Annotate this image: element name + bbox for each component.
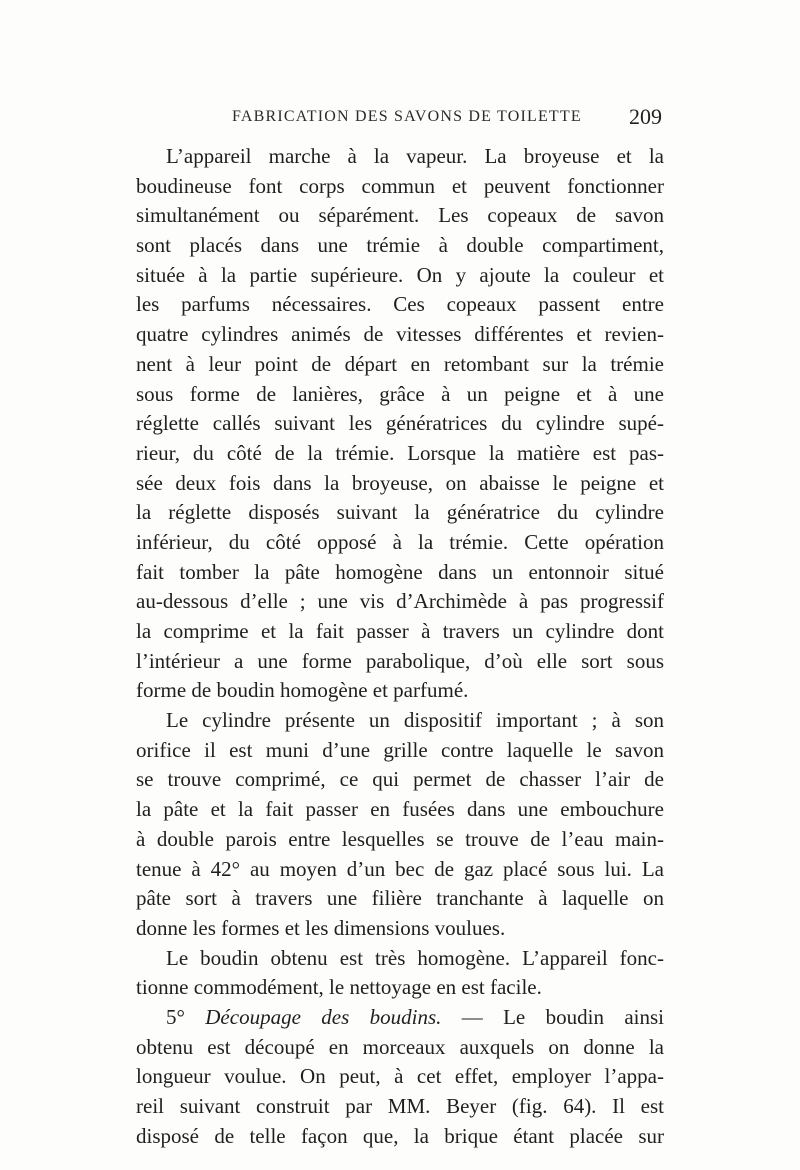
section-heading-line — [136, 1003, 664, 1033]
text-line: reil suivant construit par MM. Beyer (fig. 64). Il est — [136, 1094, 664, 1118]
text-line: se trouve comprimé, ce qui permet de chasser l’air de — [136, 767, 664, 792]
text-line: à double parois entre lesquelles se trouve de l’eau main- — [136, 826, 664, 851]
text-line: les parfums nécessaires. Ces copeaux passent entre — [136, 292, 664, 317]
text-line: au-dessous d’elle ; une vis d’Archimède à pas progressif — [136, 589, 664, 614]
text-line: Le boudin obtenu est très homogène. L’appareil fonc- — [166, 945, 664, 970]
text-line: longueur voulue. On peut, à cet effet, employer l’appa- — [136, 1064, 664, 1089]
page-number: 209 — [629, 104, 662, 129]
text-line: disposé de telle façon que, la brique étant placée sur — [136, 1123, 664, 1148]
text-line: simultanément ou séparément. Les copeaux de savon — [136, 203, 664, 228]
text-line: forme de boudin homogène et parfumé. — [136, 678, 469, 703]
text-line: sont placés dans une trémie à double compartiment, — [136, 233, 664, 258]
text-line: tenue à 42° au moyen d’un bec de gaz placé sous lui. La — [136, 856, 664, 881]
section-text: — Le boudin ainsi — [441, 1004, 664, 1029]
section-title: Découpage des boudins. — [205, 1004, 442, 1029]
text-line: pâte sort à travers une filière tranchante à laquelle on — [136, 886, 664, 911]
text-line: sée deux fois dans la broyeuse, on abaisse le peigne et — [136, 470, 664, 495]
text-line: L’appareil marche à la vapeur. La broyeuse et la — [166, 144, 664, 168]
running-title: FABRICATION DES SAVONS DE TOILETTE — [232, 108, 582, 125]
text-line: sous forme de lanières, grâce à un peigne et à une — [136, 381, 664, 406]
text-line: la pâte et la fait passer en fusées dans une embouchure — [136, 797, 664, 822]
text-line: inférieur, du côté opposé à la trémie. Cette opération — [136, 529, 664, 554]
text-line: située à la partie supérieure. On y ajoute la couleur et — [136, 262, 664, 287]
text-line: obtenu est découpé en morceaux auxquels on donne la — [136, 1034, 664, 1059]
text-line: orifice il est muni d’une grille contre laquelle le savon — [136, 737, 664, 762]
text-line: Le cylindre présente un dispositif important ; à son — [166, 708, 664, 733]
section-number: 5° — [166, 1004, 206, 1029]
text-line: la comprime et la fait passer à travers un cylindre dont — [136, 619, 664, 643]
text-line: donne les formes et les dimensions voulues. — [136, 915, 506, 940]
text-line: boudineuse font corps commun et peuvent fonctionner — [136, 173, 664, 198]
text-line: fait tomber la pâte homogène dans un entonnoir situé — [136, 559, 664, 584]
text-line: tionne commodément, le nettoyage en est facile. — [136, 975, 542, 1000]
text-line: l’intérieur a une forme parabolique, d’où elle sort sous — [136, 648, 664, 673]
body-text — [136, 142, 664, 1151]
text-line: quatre cylindres animés de vitesses différentes et revien- — [136, 322, 664, 347]
text-line: nent à leur point de départ en retombant sur la trémie — [136, 351, 664, 376]
text-line: réglette callés suivant les génératrices du cylindre supé- — [136, 411, 664, 436]
running-head — [140, 104, 662, 132]
text-line: la réglette disposés suivant la génératrice du cylindre — [136, 500, 664, 525]
text-line: rieur, du côté de la trémie. Lorsque la matière est pas- — [136, 440, 664, 465]
